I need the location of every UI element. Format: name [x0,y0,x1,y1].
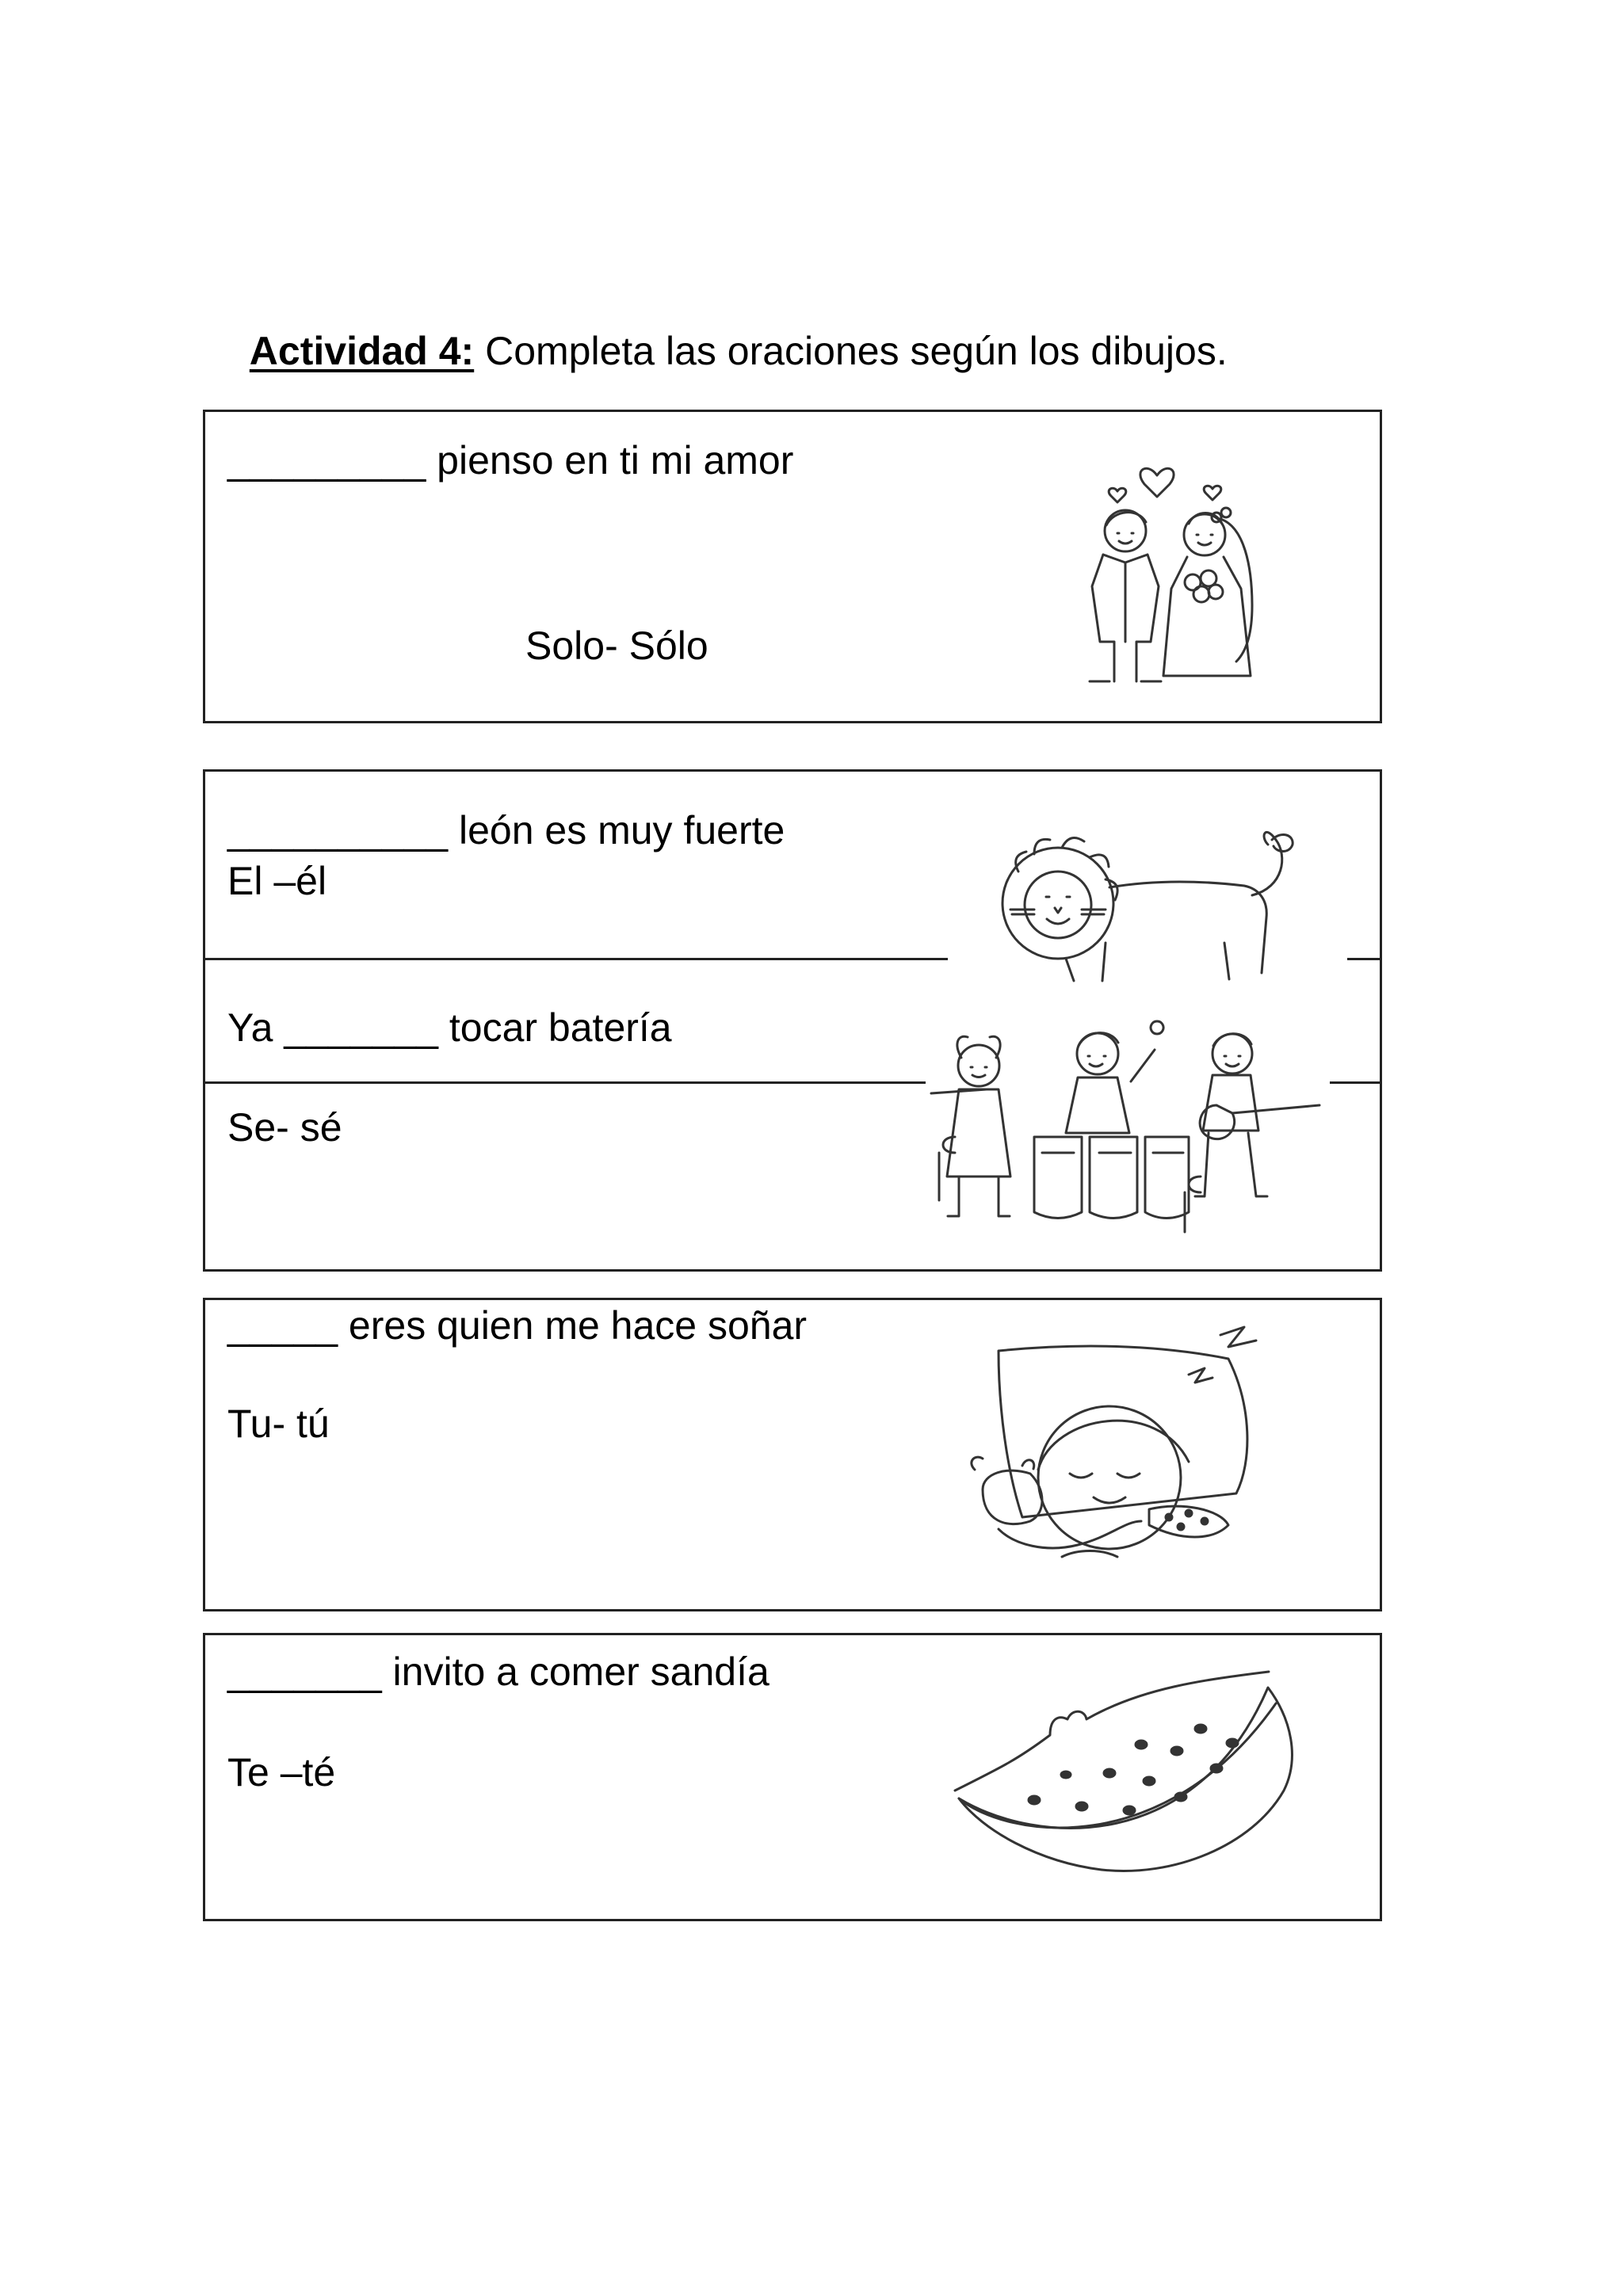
sentence-2: __________ león es muy fuerte [227,808,785,852]
sentence-4: _____ eres quien me hace soñar [227,1303,808,1348]
watermelon-slice-drawing [947,1672,1304,1878]
sentence-5: _______ invito a comer sandía [227,1650,769,1694]
options-2: El –él [227,859,327,903]
children-band-drawing [923,1018,1335,1256]
activity-instruction: Completa las oraciones según los dibujos. [474,329,1228,373]
sentence-3: Ya _______ tocar batería [227,1005,672,1050]
wedding-couple-drawing [1062,456,1284,693]
activity-label: Actividad 4: [249,329,475,373]
activity-heading [227,292,1228,371]
divider-2a [203,958,948,960]
sentence-1: _________ pienso en ti mi amor [227,438,794,482]
sleeping-child-drawing [951,1319,1300,1573]
divider-2c [203,1081,926,1084]
options-5: Te –té [227,1750,336,1794]
options-4: Tu- tú [227,1402,330,1446]
options-3: Se- sé [227,1105,342,1150]
divider-2d [1330,1081,1382,1084]
divider-2b [1347,958,1382,960]
options-1: Solo- Sólo [525,624,708,668]
lion-drawing [987,816,1327,982]
